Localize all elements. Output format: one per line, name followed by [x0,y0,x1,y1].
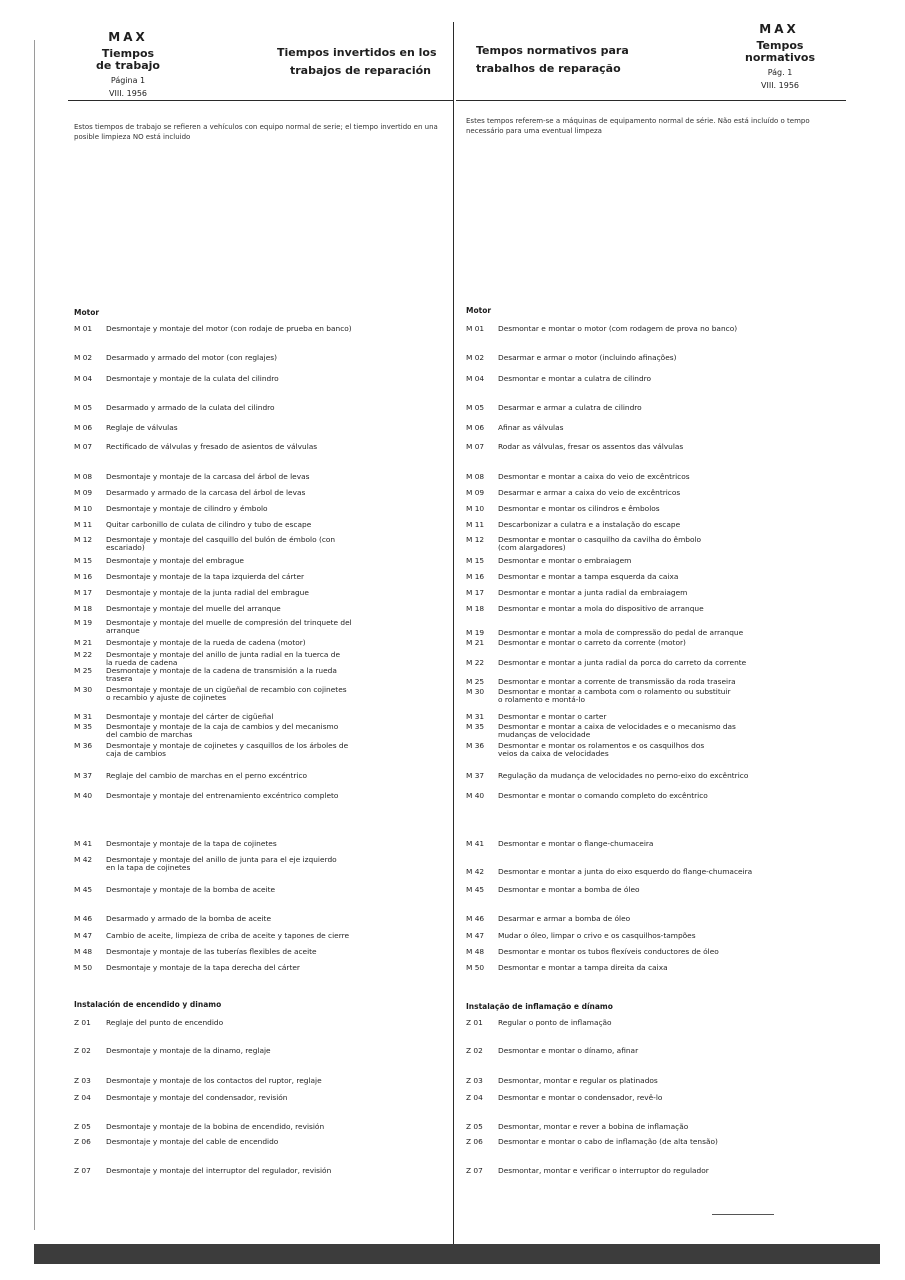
operation-description-cont: trasera [106,675,133,683]
operation-code: Z 06 [74,1137,91,1146]
operation-description: Desmontar, montar e rever a bobina de inflamação [498,1123,689,1131]
operation-code: M 11 [74,520,93,529]
operation-code: M 31 [74,712,93,721]
list-item [466,505,838,514]
operation-code: M 41 [466,839,485,848]
list-item [74,713,448,722]
operation-description: Desmontar e montar a cambota com o rolamento ou substituir [498,688,731,696]
scan-left-edge [34,40,35,1230]
operation-description: Desmontaje y montaje de la rueda de cadena (motor) [106,639,306,647]
operation-description: Desmontar e montar a caixa do veio de excêntricos [498,473,690,481]
subtitle-left-2: de trabajo [96,59,160,72]
operation-code: M 36 [466,741,485,750]
operation-description: Desmontaje y montaje del cárter de cigüeñal [106,713,274,721]
list-item [466,1047,838,1056]
operation-code: M 19 [466,628,485,637]
operation-description: Desmontaje y montaje del cable de encendido [106,1138,279,1146]
list-item [74,856,448,874]
operation-description: Regular o ponto de inflamação [498,1019,612,1027]
operation-code: M 01 [74,324,93,333]
list-item [74,1019,448,1028]
operation-code: M 07 [466,442,485,451]
operation-description: Desmontar e montar a bomba de óleo [498,886,640,894]
list-item [74,505,448,514]
operation-code: M 48 [74,947,93,956]
list-item [466,868,838,877]
operation-description: Desmontaje y montaje del muelle del arranque [106,605,281,613]
operation-code: M 25 [466,677,485,686]
list-item [466,473,838,482]
list-item [74,536,448,554]
list-item [466,354,838,363]
scan-footer-bar [34,1244,880,1264]
column-divider [453,22,454,1262]
operation-description: Desmontar e montar a corrente de transmissão da roda traseira [498,678,736,686]
operation-code: M 08 [466,472,485,481]
operation-description: Desmontaje y montaje de cojinetes y casquillos de los árboles de [106,742,349,750]
operation-description: Desmontar e montar os tubos flexíveis conductores de óleo [498,948,719,956]
title-right-2: trabalhos de reparação [476,62,621,75]
list-item [74,639,448,648]
list-item [466,557,838,566]
operation-description: Desarmado y armado de la culata del cilindro [106,404,275,412]
operation-description: Desmontaje y montaje de la bomba de aceite [106,886,276,894]
operation-code: M 06 [466,423,485,432]
operation-code: Z 07 [466,1166,483,1175]
list-item [466,589,838,598]
operation-description: Desarmar e armar a culatra de cilindro [498,404,642,412]
operation-description: Desarmado y armado del motor (con reglajes) [106,354,277,362]
operation-code: M 15 [466,556,485,565]
operation-code: M 40 [74,791,93,800]
subtitle-left-1: Tiempos [101,47,155,60]
operation-description: Regulação da mudança de velocidades no perno-eixo do excêntrico [498,772,749,780]
operation-code: M 42 [74,855,93,864]
list-item [466,1019,838,1028]
operation-description: Mudar o óleo, limpar o crivo e os casquilhos-tampões [498,932,696,940]
operation-code: M 12 [74,535,93,544]
list-item [466,932,838,941]
operation-code: Z 04 [466,1093,483,1102]
list-item [74,1138,448,1147]
page-number-left: Página 1 [110,76,146,85]
operation-code: M 37 [466,771,485,780]
operation-description: Desmontar e montar o condensador, revê-lo [498,1094,663,1102]
list-item [74,375,448,384]
operation-description: Desmontar e montar o carreto da corrente (motor) [498,639,686,647]
list-item [466,742,838,760]
list-item [74,964,448,973]
list-item [466,325,838,334]
list-item [74,589,448,598]
operation-description: Desmontar e montar o embraiagem [498,557,632,565]
operation-description: Desmontaje y montaje de la cadena de transmisión a la rueda [106,667,337,675]
operation-code: Z 02 [466,1046,483,1055]
header-rule-right [456,100,846,101]
operation-code: M 02 [74,353,93,362]
date-left: VIII. 1956 [109,89,147,98]
operation-code: M 46 [466,914,485,923]
footer-mark [712,1214,774,1215]
list-item [74,424,448,433]
section-motor-left: Motor [74,308,100,317]
operation-description: Reglaje del punto de encendido [106,1019,224,1027]
operation-code: M 46 [74,914,93,923]
operation-description: Desmontar e montar a junta do eixo esquerdo do flange-chumaceira [498,868,753,876]
operation-code: M 01 [466,324,485,333]
operation-description: Desmontar e montar o comando completo do excêntrico [498,792,708,800]
list-item [74,354,448,363]
list-item [466,489,838,498]
operation-code: Z 03 [74,1076,91,1085]
list-item [74,557,448,566]
operation-code: M 47 [466,931,485,940]
operation-description: Reglaje de válvulas [106,424,178,432]
operation-description: Desmontar e montar os rolamentos e os casquilhos dos [498,742,705,750]
operation-description: Desmontaje y montaje del motor (con rodaje de prueba en banco) [106,325,352,333]
operation-code: M 05 [466,403,485,412]
list-item [466,521,838,530]
list-item [466,659,838,668]
operation-description: Desmontaje y montaje de la caja de cambios y del mecanismo [106,723,339,731]
operation-description: Desmontar e montar a tampa direita da caixa [498,964,668,972]
operation-description: Descarbonizar a culatra e a instalação do escape [498,521,681,529]
list-item [466,1077,838,1086]
operation-code: M 04 [466,374,485,383]
operation-code: M 21 [466,638,485,647]
list-item [466,792,838,801]
list-item [74,742,448,760]
operation-description-cont: o rolamento e montá-lo [498,696,586,704]
list-item [466,639,838,648]
list-item [74,932,448,941]
list-item [466,443,838,452]
operation-description: Desmontaje y montaje de cilindro y émbolo [106,505,268,513]
operation-code: M 19 [74,618,93,627]
operation-code: M 50 [74,963,93,972]
list-item [466,605,838,614]
list-item [74,619,448,637]
operation-code: M 12 [466,535,485,544]
list-item [466,1094,838,1103]
operation-description: Desmontar e montar o dínamo, afinar [498,1047,639,1055]
operation-description: Desmontaje y montaje del muelle de compresión del trinquete del [106,619,352,627]
operation-description: Desmontaje y montaje de la bobina de encendido, revisión [106,1123,325,1131]
operation-description: Desmontar e montar a mola do dispositivo de arranque [498,605,704,613]
operation-description: Desmontaje y montaje de un cigüeñal de recambio con cojinetes [106,686,347,694]
list-item [466,1123,838,1132]
operation-description-cont: del cambio de marchas [106,731,193,739]
list-item [466,1138,838,1147]
operation-description: Quitar carbonillo de culata de cilindro y tubo de escape [106,521,312,529]
operation-code: M 15 [74,556,93,565]
list-item [74,840,448,849]
operation-description: Rectificado de válvulas y fresado de asientos de válvulas [106,443,318,451]
operation-code: M 02 [466,353,485,362]
operation-description: Desmontar e montar a culatra de cilindro [498,375,652,383]
operation-code: M 35 [466,722,485,731]
operation-code: M 50 [466,963,485,972]
list-item [466,536,838,554]
header-rule-left [68,100,453,101]
list-item [74,886,448,895]
operation-description: Desmontaje y montaje de la tapa derecha del cárter [106,964,300,972]
list-item [466,404,838,413]
operation-code: M 22 [466,658,485,667]
operation-code: M 45 [74,885,93,894]
operation-code: M 04 [74,374,93,383]
title-right-1: Tempos normativos para [476,44,629,57]
operation-code: M 45 [466,885,485,894]
section-ignition-right: Instalação de inflamação e dínamo [466,1002,613,1011]
operation-code: M 10 [466,504,485,513]
operation-code: M 10 [74,504,93,513]
operation-description: Desmontaje y montaje del embrague [106,557,244,565]
operation-code: M 07 [74,442,93,451]
operation-code: M 16 [74,572,93,581]
date-right: VIII. 1956 [761,81,799,90]
operation-description: Desmontar e montar a tampa esquerda da caixa [498,573,679,581]
operation-description-cont: o recambio y ajuste de cojinetes [106,694,227,702]
operation-description: Desmontaje y montaje del anillo de junta para el eje izquierdo [106,856,337,864]
subtitle-right-1: Tempos [756,39,804,52]
operation-description: Desmontaje y montaje de la dinamo, reglaje [106,1047,271,1055]
operation-description: Cambio de aceite, limpieza de criba de aceite y tapones de cierre [106,932,350,940]
list-item [466,840,838,849]
operation-description-cont: en la tapa de cojinetes [106,864,191,872]
operation-code: M 16 [466,572,485,581]
list-item [466,948,838,957]
operation-description: Desmontaje y montaje de las tuberías flexibles de aceite [106,948,317,956]
operation-description: Desmontar e montar a caixa de velocidades e o mecanismo das [498,723,736,731]
section-motor-right: Motor [466,306,492,315]
operation-code: Z 05 [74,1122,91,1131]
operation-code: M 30 [74,685,93,694]
operation-description: Desmontaje y montaje de la junta radial del embrague [106,589,309,597]
list-item [74,404,448,413]
list-item [74,489,448,498]
operation-description: Desmontaje y montaje de la carcasa del árbol de levas [106,473,310,481]
list-item [74,667,448,685]
list-item [466,964,838,973]
operation-description: Desmontaje y montaje de la tapa izquierda del cárter [106,573,305,581]
list-item [74,473,448,482]
operation-description: Desmontar e montar o motor (com rodagem de prova no banco) [498,325,738,333]
list-item [74,573,448,582]
operation-description: Desarmar e armar a caixa do veio de excêntricos [498,489,681,497]
operation-code: Z 02 [74,1046,91,1055]
operation-description: Desmontar e montar o carter [498,713,607,721]
operation-code: M 09 [74,488,93,497]
operation-description: Desmontar e montar a mola de compressão do pedal de arranque [498,629,744,637]
operation-description: Desmontar e montar o casquilho da cavilha do êmbolo [498,536,702,544]
list-item [74,915,448,924]
operation-description: Reglaje del cambio de marchas en el perno excéntrico [106,772,308,780]
list-item [74,686,448,704]
operation-description: Desmontaje y montaje del condensador, revisión [106,1094,288,1102]
operation-code: M 05 [74,403,93,412]
brand-left: MAX [108,30,148,44]
operation-code: M 31 [466,712,485,721]
operation-code: M 47 [74,931,93,940]
operation-code: M 17 [74,588,93,597]
operation-code: M 40 [466,791,485,800]
operation-description-cont: la rueda de cadena [106,659,178,667]
page-number-right: Pág. 1 [767,68,793,77]
list-item [74,792,448,801]
list-item [466,772,838,781]
operation-code: M 36 [74,741,93,750]
operation-description-cont: (com alargadores) [498,544,566,552]
list-item [74,1123,448,1132]
brand-right: MAX [759,22,799,36]
operation-description: Afinar as válvulas [498,424,564,432]
operation-code: Z 07 [74,1166,91,1175]
operation-code: M 48 [466,947,485,956]
operation-description: Desmontaje y montaje del interruptor del regulador, revisión [106,1167,332,1175]
operation-code: M 42 [466,867,485,876]
operation-code: Z 01 [466,1018,483,1027]
operation-description-cont: veios da caixa de velocidades [498,750,609,758]
operation-description-cont: caja de cambios [106,750,167,758]
operation-code: M 08 [74,472,93,481]
operation-code: M 30 [466,687,485,696]
list-item [466,1167,838,1176]
operation-code: Z 04 [74,1093,91,1102]
operation-description: Desmontaje y montaje de los contactos del ruptor, reglaje [106,1077,322,1085]
list-item [466,629,838,638]
operation-code: M 25 [74,666,93,675]
list-item [466,375,838,384]
operation-code: Z 01 [74,1018,91,1027]
operation-description: Desmontar e montar a junta radial da porca do carreto da corrente [498,659,747,667]
operation-description-cont: mudanças de velocidade [498,731,591,739]
subtitle-right-2: normativos [744,51,815,64]
operation-description: Rodar as válvulas, fresar os assentos das válvulas [498,443,684,451]
list-item [74,1047,448,1056]
list-item [74,605,448,614]
operation-description: Desmontar e montar o cabo de inflamação (de alta tensão) [498,1138,718,1146]
intro-left: Estos tiempos de trabajo se refieren a vehículos con equipo normal de serie; el tiempo invertido en una posible limpieza NO está incluido [74,123,438,141]
list-item [466,573,838,582]
operation-description: Desmontar e montar os cilindros e êmbolos [498,505,660,513]
list-item [466,723,838,741]
list-item [74,325,448,334]
operation-code: M 21 [74,638,93,647]
operation-code: M 11 [466,520,485,529]
operation-description: Desmontar, montar e regular os platinados [498,1077,658,1085]
operation-code: M 18 [74,604,93,613]
operation-code: Z 05 [466,1122,483,1131]
operation-code: M 18 [466,604,485,613]
list-item [466,688,838,706]
list-item [74,1167,448,1176]
operation-description: Desarmar e armar o motor (incluindo afinações) [498,354,677,362]
operation-code: M 35 [74,722,93,731]
operation-code: Z 06 [466,1137,483,1146]
title-left-2: trabajos de reparación [290,64,431,77]
list-item [466,424,838,433]
operation-code: M 09 [466,488,485,497]
operation-description: Desmontaje y montaje de la tapa de cojinetes [106,840,277,848]
intro-right: Estes tempos referem-se a máquinas de equipamento normal de série. Não está incluído o tempo necessário para uma eventual limpeza [466,117,810,135]
list-item [74,1094,448,1103]
list-item [74,443,448,452]
list-item [74,948,448,957]
title-left-1: Tiempos invertidos en los [277,46,437,59]
operation-description: Desmontar e montar a junta radial da embraiagem [498,589,688,597]
operation-description: Desmontaje y montaje de la culata del cilindro [106,375,279,383]
list-item [466,886,838,895]
operation-description: Desarmado y armado de la carcasa del árbol de levas [106,489,306,497]
list-item [74,1077,448,1086]
operation-description-cont: arranque [106,627,140,635]
operation-description: Desmontar, montar e verificar o interruptor do regulador [498,1167,709,1175]
list-item [74,521,448,530]
list-item [74,772,448,781]
list-item [466,915,838,924]
list-item [466,713,838,722]
list-item [466,678,838,687]
operation-code: M 17 [466,588,485,597]
operation-code: M 22 [74,650,93,659]
operation-description: Desmontar e montar o flange-chumaceira [498,840,654,848]
operation-description-cont: escariado) [106,544,145,552]
operation-code: M 06 [74,423,93,432]
operation-description: Desmontaje y montaje del anillo de junta radial en la tuerca de [106,651,340,659]
section-ignition-left: Instalación de encendido y dinamo [74,1000,222,1009]
operation-code: M 41 [74,839,93,848]
list-item [74,723,448,741]
operation-description: Desarmar e armar a bomba de óleo [498,915,631,923]
operation-code: Z 03 [466,1076,483,1085]
operation-code: M 37 [74,771,93,780]
operation-description: Desarmado y armado de la bomba de aceite [106,915,271,923]
operation-description: Desmontaje y montaje del entrenamiento excéntrico completo [106,792,339,800]
operation-description: Desmontaje y montaje del casquillo del bulón de émbolo (con [106,536,336,544]
